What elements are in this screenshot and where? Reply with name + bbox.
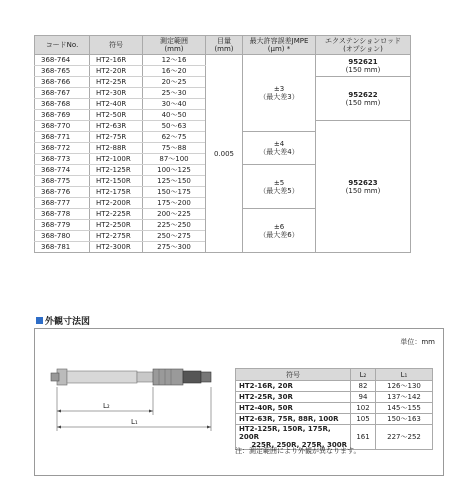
cell-range: 125～150: [143, 176, 206, 187]
dim-cell-symbol: [236, 403, 351, 414]
cell-range: 12～16: [143, 55, 206, 66]
cell-symbol: HT2-25R: [90, 77, 143, 88]
cell-symbol: HT2-16R: [90, 55, 143, 66]
cell-range: 75～88: [143, 143, 206, 154]
cell-code: 368-779: [35, 220, 90, 231]
unit-label: 単位：mm: [400, 338, 435, 346]
cell-range: 62～75: [143, 132, 206, 143]
cell-symbol: HT2-75R: [90, 132, 143, 143]
max-error-diff: （最大差4）: [259, 148, 299, 157]
dim-header-l2: L₂: [351, 369, 376, 381]
dim-row: [236, 381, 433, 392]
cell-symbol: HT2-250R: [90, 220, 143, 231]
cell-symbol: HT2-175R: [90, 187, 143, 198]
dim-cell-l2: 82: [351, 381, 376, 392]
dim-cell-l1: 126～130: [376, 381, 433, 392]
cell-code: 368-768: [35, 99, 90, 110]
cell-symbol: HT2-40R: [90, 99, 143, 110]
dim-cell-symbol: [236, 381, 351, 392]
spec-row: [35, 55, 411, 66]
cell-code: 368-766: [35, 77, 90, 88]
cell-code: 368-771: [35, 132, 90, 143]
cell-range: 225～250: [143, 220, 206, 231]
cell-symbol: HT2-30R: [90, 88, 143, 99]
cell-symbol: HT2-300R: [90, 242, 143, 253]
cell-max-error: [243, 55, 316, 132]
cell-range: 275～300: [143, 242, 206, 253]
header-extension-rod: エクステンションロッド (オプション): [316, 36, 411, 55]
max-error-value: ±4: [273, 140, 285, 149]
cell-code: 368-770: [35, 121, 90, 132]
dim-cell-l1: 137～142: [376, 392, 433, 403]
cell-range: 16～20: [143, 66, 206, 77]
cell-code: 368-780: [35, 231, 90, 242]
cell-extension-rod: [316, 121, 411, 253]
dim-symbol-text: HT2-16R, 20R: [239, 382, 293, 390]
cell-symbol: HT2-88R: [90, 143, 143, 154]
cell-range: 175～200: [143, 198, 206, 209]
micrometer-drawing: [41, 359, 231, 449]
cell-range: 200～225: [143, 209, 206, 220]
spec-table: [34, 35, 411, 253]
dim-header-l1: L₁: [376, 369, 433, 381]
dimension-table: [235, 368, 433, 450]
cell-symbol: HT2-100R: [90, 154, 143, 165]
max-error-value: ±6: [273, 222, 285, 231]
dim-header-symbol: 符号: [236, 369, 351, 381]
dim-row: [236, 403, 433, 414]
dim-cell-l1: 150～163: [376, 414, 433, 425]
cell-code: 368-776: [35, 187, 90, 198]
dim-cell-l1: 145～155: [376, 403, 433, 414]
cell-code: 368-772: [35, 143, 90, 154]
dim-symbol-text: HT2-63R, 75R, 88R, 100R: [239, 415, 339, 423]
rod-length: (150 mm): [345, 65, 381, 74]
cell-range: 25～30: [143, 88, 206, 99]
cell-range: 150～175: [143, 187, 206, 198]
rod-code: 952622: [348, 90, 378, 99]
cell-max-error: [243, 209, 316, 253]
dim-cell-l2: 102: [351, 403, 376, 414]
dim-row: [236, 414, 433, 425]
header-graduation: 目量 (mm): [206, 36, 243, 55]
dim-cell-l1: 227～252: [376, 425, 433, 450]
cell-code: 368-773: [35, 154, 90, 165]
label-l2: L₂: [103, 402, 110, 410]
cell-range: 40～50: [143, 110, 206, 121]
cell-symbol: HT2-200R: [90, 198, 143, 209]
section-title: [36, 314, 90, 327]
cell-symbol: HT2-63R: [90, 121, 143, 132]
dim-symbol-text-line2: 225R, 250R, 275R, 300R: [251, 441, 347, 449]
dim-cell-symbol: [236, 414, 351, 425]
max-error-value: ±5: [273, 178, 285, 187]
header-max-error: 最大許容誤差JMPE (μm) *: [243, 36, 316, 55]
cell-extension-rod: [316, 77, 411, 121]
cell-code: 368-778: [35, 209, 90, 220]
dim-cell-symbol: [236, 392, 351, 403]
cell-symbol: HT2-20R: [90, 66, 143, 77]
max-error-value: ±3: [273, 85, 285, 94]
dimension-note: 注：測定範囲により外観が異なります。: [235, 447, 361, 455]
cell-symbol: HT2-225R: [90, 209, 143, 220]
cell-symbol: HT2-125R: [90, 165, 143, 176]
dim-symbol-text: HT2-40R, 50R: [239, 404, 293, 412]
cell-code: 368-769: [35, 110, 90, 121]
cell-code: 368-764: [35, 55, 90, 66]
cell-symbol: HT2-150R: [90, 176, 143, 187]
dim-row: [236, 392, 433, 403]
max-error-diff: （最大差3）: [259, 93, 299, 102]
section-title-text: 外観寸法図: [45, 317, 91, 327]
label-l1: L₁: [131, 418, 138, 426]
cell-code: 368-774: [35, 165, 90, 176]
header-symbol: 符号: [90, 36, 143, 55]
rod-length: (150 mm): [345, 186, 381, 195]
rod-code: 952623: [348, 178, 378, 187]
cell-range: 87～100: [143, 154, 206, 165]
header-code: コードNo.: [35, 36, 90, 55]
cell-symbol: HT2-50R: [90, 110, 143, 121]
dimension-panel: [34, 328, 444, 476]
cell-range: 30～40: [143, 99, 206, 110]
dim-symbol-text: HT2-25R, 30R: [239, 393, 293, 401]
dim-symbol-text: HT2-125R, 150R, 175R, 200R: [239, 425, 331, 441]
cell-range: 20～25: [143, 77, 206, 88]
header-range: 測定範囲 (mm): [143, 36, 206, 55]
cell-code: 368-777: [35, 198, 90, 209]
rod-length: (150 mm): [345, 98, 381, 107]
rod-code: 952621: [348, 57, 378, 66]
section-marker-icon: [36, 317, 43, 324]
dim-cell-l2: 161: [351, 425, 376, 450]
cell-extension-rod: [316, 55, 411, 77]
cell-range: 250～275: [143, 231, 206, 242]
cell-code: 368-765: [35, 66, 90, 77]
cell-max-error: [243, 165, 316, 209]
cell-code: 368-781: [35, 242, 90, 253]
cell-range: 100～125: [143, 165, 206, 176]
dim-cell-l2: 105: [351, 414, 376, 425]
cell-graduation: 0.005: [206, 55, 243, 253]
cell-code: 368-775: [35, 176, 90, 187]
cell-code: 368-767: [35, 88, 90, 99]
dim-cell-l2: 94: [351, 392, 376, 403]
cell-symbol: HT2-275R: [90, 231, 143, 242]
max-error-diff: （最大差5）: [259, 186, 299, 195]
cell-max-error: [243, 132, 316, 165]
max-error-diff: （最大差6）: [259, 230, 299, 239]
cell-range: 50～63: [143, 121, 206, 132]
